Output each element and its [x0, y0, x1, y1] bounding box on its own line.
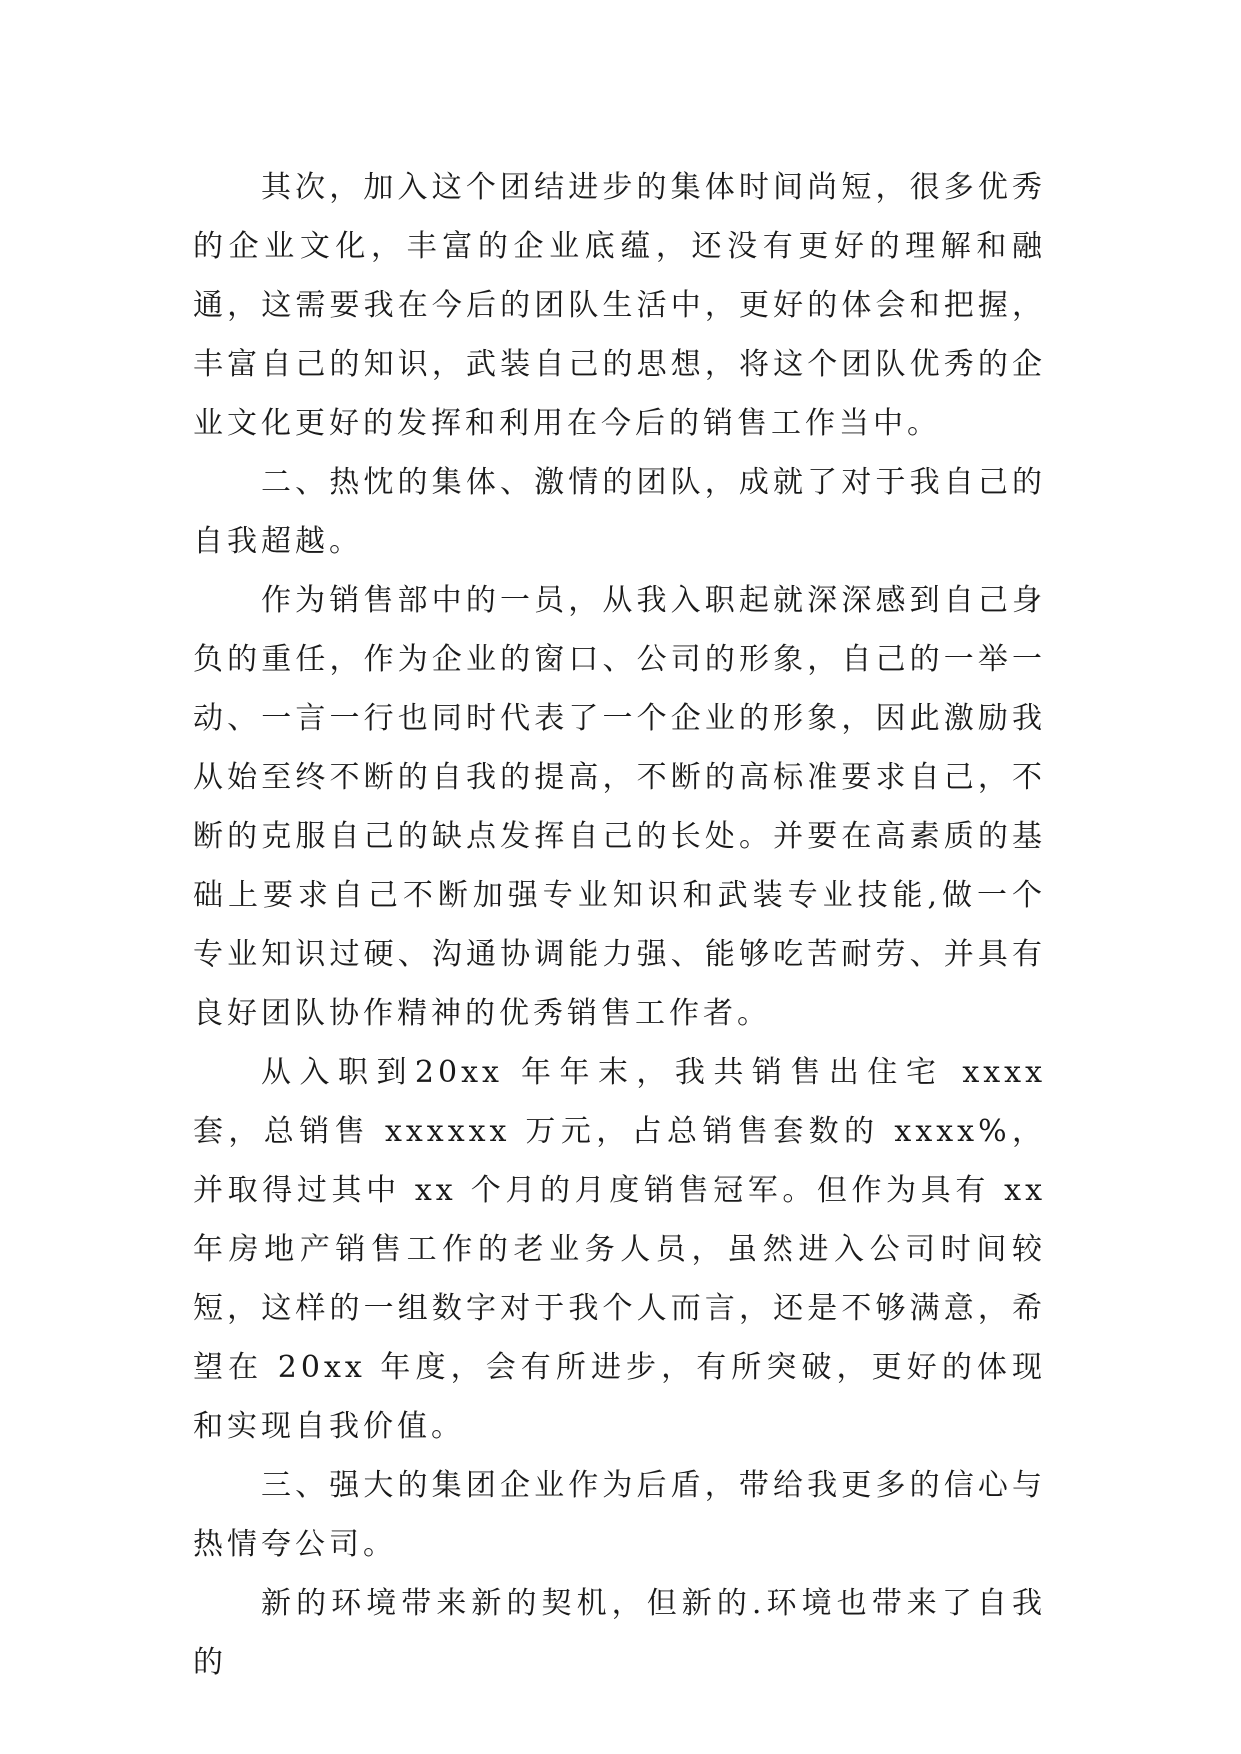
paragraph-6: 新的环境带来新的契机，但新的.环境也带来了自我的: [193, 1586, 1046, 1680]
paragraph-3: 作为销售部中的一员，从我入职起就深深感到自己身负的重任，作为企业的窗口、公司的形象，自己的一举一动、一言一行也同时代表了一个企业的形象，因此激励我从始至终不断的自我的提高，不断的高标准要求自己，不断的克服自己的缺点发挥自己的长处。并要在高素质的基础上要求自己不断加强专业知识和武装专业技能,做一个专业知识过硬、沟通协调能力强、能够吃苦耐劳、并具有良好团队协作精神的优秀销售工作者。: [193, 583, 1046, 1031]
paragraph-2: 二、热忱的集体、激情的团队，成就了对于我自己的自我超越。: [193, 465, 1046, 559]
paragraph-4: 从入职到20xx 年年末，我共销售出住宅 xxxx 套，总销售 xxxxxx 万元，占总销售套数的 xxxx%，并取得过其中 xx 个月的月度销售冠军。但作为具有 xx 年房地产销售工作的老业务人员，虽然进入公司时间较短，这样的一组数字对于我个人而言，还是不够满意，希望在 20xx 年度，会有所进步，有所突破，更好的体现和实现自我价值。: [193, 1055, 1046, 1444]
paragraph-1: 其次，加入这个团结进步的集体时间尚短，很多优秀的企业文化，丰富的企业底蕴，还没有更好的理解和融通，这需要我在今后的团队生活中，更好的体会和把握，丰富自己的知识，武装自己的思想，将这个团队优秀的企业文化更好的发挥和利用在今后的销售工作当中。: [193, 170, 1046, 441]
document-body: [193, 158, 1046, 1692]
paragraph-5: 三、强大的集团企业作为后盾，带给我更多的信心与热情夸公司。: [193, 1468, 1046, 1562]
